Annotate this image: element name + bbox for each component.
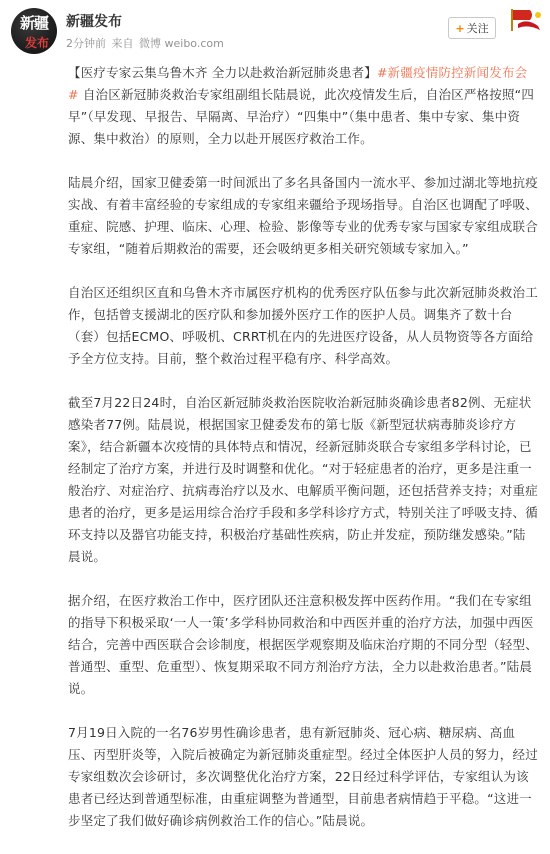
post-source[interactable]: 微博 weibo.com	[139, 37, 224, 50]
post-title: 【医疗专家云集乌鲁木齐 全力以赴救治新冠肺炎患者】	[68, 65, 377, 80]
paragraph: 截至7月22日24时，自治区新冠肺炎救治医院收治新冠肺炎确诊患者82例、无症状感染者77例。陆晨说，根据国家卫健委发布的第七版《新型冠状病毒肺炎诊疗方案》，结合新疆本次疫情的具体特点和情况，经新冠肺炎联合专家组多学科讨论，已经制定了治疗方案，并进行及时调整和优化。“对于轻症患者的治疗，更多是注重一般治疗、对症治疗、抗病毒治疗以及水、电解质平衡问题，还包括营养支持；对重症患者的治疗，更多是运用综合治疗手段和多学科诊疗方式，特别关注了呼吸支持、循环支持以及器官功能支持，积极治疗基础性疾病，防止并发症，预防继发感染。”陆晨说。	[68, 395, 538, 564]
avatar[interactable]	[11, 8, 57, 54]
paragraph: 自治区还组织区直和乌鲁木齐市属医疗机构的优秀医疗队伍参与此次新冠肺炎救治工作，包括曾支援湖北的医疗队和参加援外医疗工作的医护人员。调集齐了数十台（套）包括ECMO、呼吸机、CRRT机在内的先进医疗设备，从人员物资等各方面给予全方位支持。目前，整个救治过程平稳有序、科学高效。	[68, 285, 538, 366]
paragraph-intro	[68, 62, 538, 150]
source-prefix: 来自	[111, 37, 134, 50]
avatar-logo-subtext: 发布	[25, 36, 50, 50]
follow-button[interactable]	[448, 17, 496, 39]
paragraph: 7月19日入院的一名76岁男性确诊患者，患有新冠肺炎、冠心病、糖尿病、高血压、丙型肝炎等，入院后被确定为新冠肺炎重症型。经过全体医护人员的努力，经过专家组数次会诊研讨，多次调整优化治疗方案，22日经过科学评估，专家组认为该患者已经达到普通型标准，由重症调整为普通型，目前患者病情趋于平稳。“这进一步坚定了我们做好确诊病例救治工作的信心。”陆晨说。	[68, 725, 538, 828]
avatar-logo-text: 新疆	[19, 14, 48, 32]
hashtag-link[interactable]: #新疆疫情防控新闻发布会#	[68, 65, 528, 102]
post-header	[0, 0, 550, 62]
post-meta	[66, 35, 226, 51]
follow-label: 关注	[466, 22, 489, 35]
paragraph-text: 自治区新冠肺炎救治专家组副组长陆晨说，此次疫情发生后，自治区严格按照“四早”（早发现、早报告、早隔离、早治疗）“四集中”（集中患者、集中专家、集中资源、集中救治）的原则，全力以赴开展医疗救治工作。	[68, 87, 535, 146]
post-time[interactable]: 2分钟前	[66, 37, 106, 50]
plus-icon: +	[455, 21, 465, 35]
paragraph: 陆晨介绍，国家卫健委第一时间派出了多名具备国内一流水平、参加过湖北等地抗疫实战、有着丰富经验的专家组成的专家组来疆给予现场指导。自治区也调配了呼吸、重症、院感、护理、临床、心理、检验、影像等专业的优秀专家与国家专家组成联合专家组，“随着后期救治的需要，还会吸纳更多相关研究领域专家加入。”	[68, 175, 538, 256]
post-content	[68, 62, 538, 854]
paragraph: 据介绍，在医疗救治工作中，医疗团队还注意积极发挥中医药作用。“我们在专家组的指导下积极采取‘一人一策’多学科协同救治和中西医并重的治疗方法，加强中西医结合，完善中西医联合会诊制度，根据医学观察期及临床治疗期的不同分型（轻型、普通型、重型、危重型）、恢复期采取不同方剂治疗方法，全力以赴救治患者。”陆晨说。	[68, 593, 538, 696]
author-name[interactable]: 新疆发布	[66, 14, 122, 30]
flag-badge-icon	[508, 6, 546, 34]
